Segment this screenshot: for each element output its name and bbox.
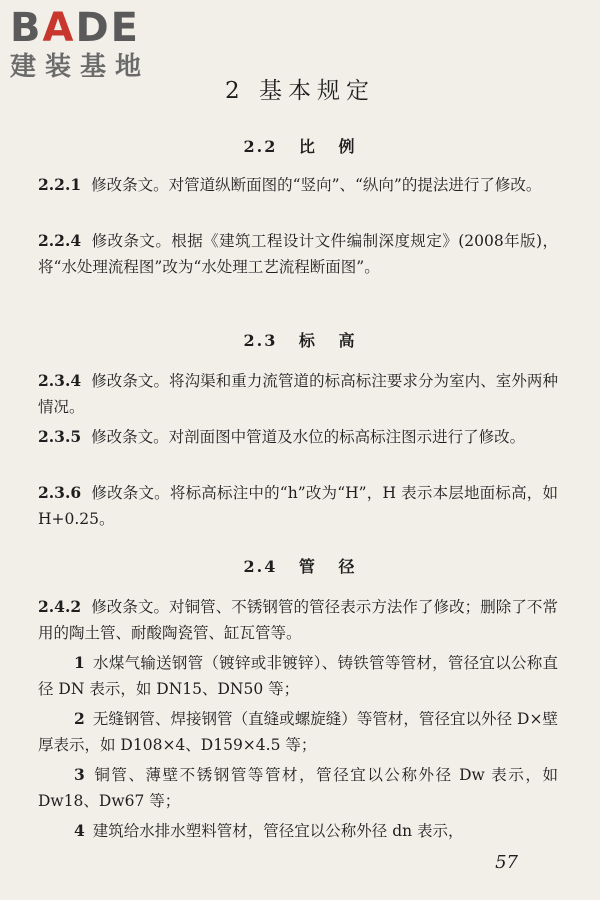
item-text: 无缝钢管、焊接钢管（直缝或螺旋缝）等管材，管径宜以外径 D×壁厚表示，如 D108×4、D159×4.5 等；	[38, 710, 558, 754]
item-number: 3	[74, 765, 85, 784]
item-number: 4	[74, 821, 85, 840]
list-item	[38, 650, 558, 702]
item-text: 铜管、薄壁不锈钢管等管材，管径宜以公称外径 Dw 表示，如 Dw18、Dw67 等；	[38, 766, 558, 810]
clause-text: 修改条文。对铜管、不锈钢管的管径表示方法作了修改；删除了不常用的陶土管、耐酸陶瓷管、缸瓦管等。	[38, 598, 558, 642]
item-number: 2	[74, 709, 85, 728]
clause-paragraph	[38, 172, 558, 198]
logo-subtitle: 建装基地	[10, 52, 151, 82]
section-title: 2.2 比 例	[243, 137, 357, 156]
clause-number: 2.2.1	[38, 175, 82, 194]
clause-paragraph	[38, 424, 558, 450]
list-item	[38, 762, 558, 814]
chapter-title: 2 基本规定	[225, 78, 375, 104]
clause-number: 2.3.4	[38, 371, 82, 390]
clause-paragraph	[38, 228, 558, 280]
item-text: 建筑给水排水塑料管材，管径宜以公称外径 dn 表示，	[92, 822, 464, 840]
page-number: 57	[495, 852, 518, 873]
item-number: 1	[74, 653, 85, 672]
clause-text: 修改条文。根据《建筑工程设计文件编制深度规定》(2008年版)，将“水处理流程图”改为“水处理工艺流程断面图”。	[38, 232, 558, 276]
section-title: 2.4 管 径	[243, 557, 357, 576]
clause-number: 2.3.6	[38, 483, 82, 502]
clause-text: 修改条文。对管道纵断面图的“竖向”、“纵向”的提法进行了修改。	[91, 176, 542, 194]
clause-number: 2.3.5	[38, 427, 82, 446]
clause-paragraph	[38, 480, 558, 532]
item-text: 水煤气输送钢管（镀锌或非镀锌）、铸铁管等管材，管径宜以公称直径 DN 表示，如 DN15、DN50 等；	[38, 654, 558, 698]
logo	[10, 6, 180, 82]
clause-paragraph	[38, 368, 558, 420]
logo-wordmark: BADE	[10, 5, 140, 51]
list-item	[38, 706, 558, 758]
clause-paragraph	[38, 594, 558, 646]
clause-text: 修改条文。对剖面图中管道及水位的标高标注图示进行了修改。	[91, 428, 526, 446]
clause-number: 2.4.2	[38, 597, 82, 616]
section-title: 2.3 标 高	[243, 331, 357, 350]
clause-text: 修改条文。将沟渠和重力流管道的标高标注要求分为室内、室外两种情况。	[38, 372, 558, 416]
clause-number: 2.2.4	[38, 231, 82, 250]
list-item	[38, 818, 558, 844]
clause-text: 修改条文。将标高标注中的“h”改为“H”，H 表示本层地面标高，如 H+0.25。	[38, 484, 558, 528]
